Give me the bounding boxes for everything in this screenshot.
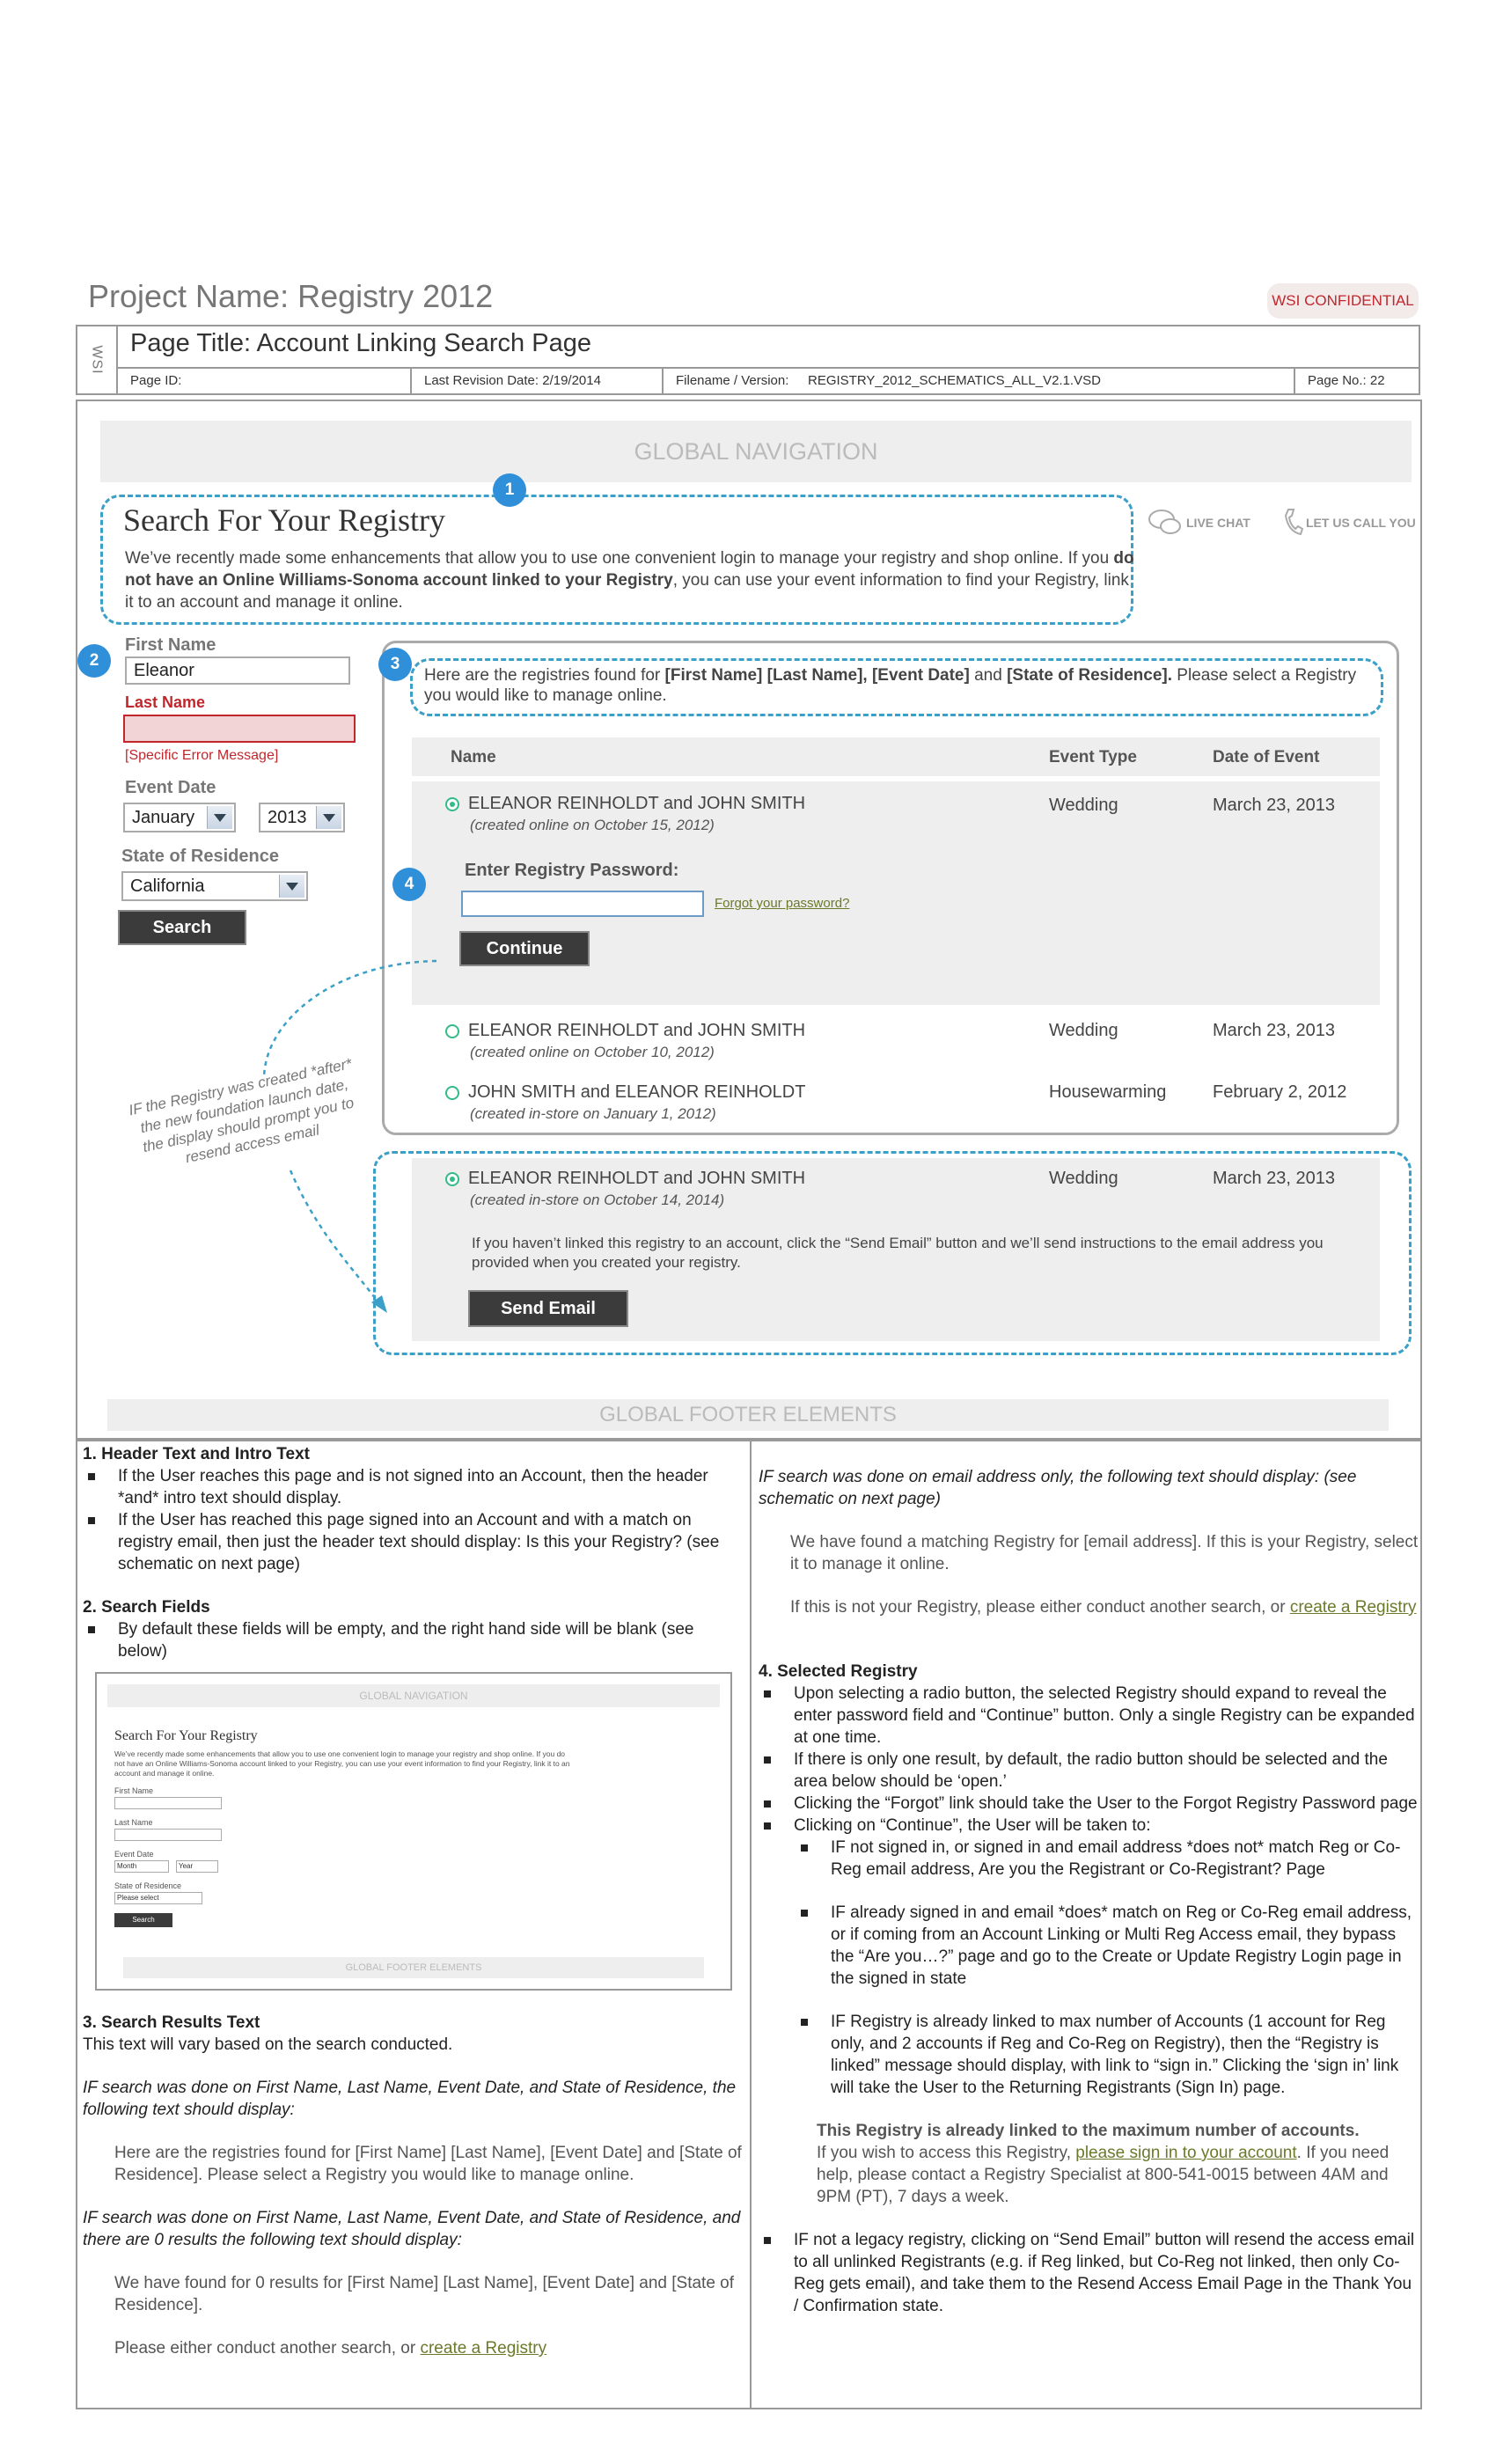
s4-sub-2: IF already signed in and email *does* match on Reg or Co-Reg email address, or if coming from an Account Linking or Multi Reg Access email, they bypass the “Are you…?” page and go to the Create or Update Registry Login page in the signed in state <box>831 1902 1419 1990</box>
call-us-label: LET US CALL YOU <box>1306 516 1416 530</box>
page-number: Page No.: 22 <box>1308 373 1385 388</box>
s4-bullet-5: IF not a legacy registry, clicking on “Send Email” button will resend the access email to all unlinked Registrants (e.g. if Reg linked, but Co-Reg not linked, then only Co-Reg gets email), and take them to the Resend Access Email Page in the Thank You / Confirmation state. <box>794 2229 1419 2317</box>
s4-max-body <box>817 2142 1419 2208</box>
row-3-type: Housewarming <box>1049 1082 1167 1102</box>
results-intro-2: and <box>969 666 1008 685</box>
row-1-date: March 23, 2013 <box>1213 796 1335 815</box>
results-intro-bold-2: [State of Residence]. <box>1007 666 1173 685</box>
s2-bullet-1: By default these fields will be empty, and the right hand side will be blank (see below) <box>118 1618 743 1662</box>
results-intro-3: Please select a Registry you would like to manage online. <box>424 666 1357 705</box>
s4-bullet-1: Upon selecting a radio button, the selected Registry should expand to reveal the enter password field and “Continue” button. Only a single Registry can be expanded at one time. <box>794 1683 1419 1749</box>
row-2-name: ELEANOR REINHOLDT and JOHN SMITH <box>468 1021 806 1040</box>
row-1-sub: (created online on October 15, 2012) <box>470 817 715 833</box>
row-2-type: Wedding <box>1049 1021 1118 1040</box>
s4-max-text-a: If you wish to access this Registry, <box>817 2144 1076 2162</box>
thumb-heading: Search For Your Registry <box>114 1728 258 1743</box>
s1-bullet-2: If the User has reached this page signed into an Account and with a match on registry email, then just the header text should display: Is this your Registry? (see schematic on next page) <box>118 1509 743 1575</box>
default-state-thumbnail <box>95 1672 732 1991</box>
global-navigation: GLOBAL NAVIGATION <box>100 421 1412 482</box>
s3-q3 <box>83 2337 743 2359</box>
row-1-name: ELEANOR REINHOLDT and JOHN SMITH <box>468 794 806 813</box>
s3-q1: Here are the registries found for [First Name] [Last Name], [Event Date] and [State of Residence]. Please select a Registry you would like to manage online. <box>114 2144 742 2184</box>
s1-bullet-1: If the User reaches this page and is not signed into an Account, then the header *and* intro text should display. <box>118 1465 743 1509</box>
r-q2 <box>759 1596 1419 1618</box>
thumb-intro: We’ve recently made some enhancements that allow you to use one convenient login to manage your registry and shop online. If you do not have an Online Williams-Sonoma account linked to your Registry, you can use your event information to find your Registry, link it to an account and manage it online. <box>114 1749 570 1778</box>
thumb-last: Last Name <box>114 1818 153 1827</box>
s4-bullet-2: If there is only one result, by default, the radio button should be selected and the area below should be ‘open.’ <box>794 1749 1419 1793</box>
badge-2: 2 <box>77 644 111 678</box>
col-event-type: Event Type <box>1049 748 1137 766</box>
row-2-sub: (created online on October 10, 2012) <box>470 1044 715 1060</box>
thumb-first-input <box>114 1797 222 1809</box>
last-name-label: Last Name <box>125 693 206 711</box>
s3-if2: IF search was done on First Name, Last Name, Event Date, and State of Residence, and there are 0 results the following text should display: <box>83 2209 741 2249</box>
r-if: IF search was done on email address only, the following text should display: (see schematic on next page) <box>759 1468 1357 1508</box>
year-value: 2013 <box>268 808 307 827</box>
page-id: Page ID: <box>118 369 412 393</box>
s4-bullet-4 <box>794 1815 1419 2099</box>
r-create-registry-link[interactable]: create a Registry <box>1289 1598 1417 1617</box>
filename: REGISTRY_2012_SCHEMATICS_ALL_V2.1.VSD <box>796 369 1295 393</box>
s4-sub-3: IF Registry is already linked to max number of Accounts (1 account for Reg only, and 2 accounts if Reg and Co-Reg on Registry), then the “Registry is linked” message should display, with link to “sign in.” Clicking the ‘sign in’ link will take the User to the Returning Registrants (Sign In) page. <box>831 2011 1419 2099</box>
row-3-name: JOHN SMITH and ELEANOR REINHOLDT <box>468 1082 806 1102</box>
thumb-nav: GLOBAL NAVIGATION <box>107 1684 720 1707</box>
results-intro-bold-1: [First Name] [Last Name], [Event Date] <box>664 666 970 685</box>
password-label: Enter Registry Password: <box>465 861 679 880</box>
error-message: [Specific Error Message] <box>125 748 279 763</box>
s4-max-title: This Registry is already linked to the maximum number of accounts. <box>817 2122 1360 2140</box>
s4-sublist <box>794 1837 1419 2099</box>
month-value: January <box>132 808 195 827</box>
s4-bullet-4-text: Clicking on “Continue”, the User will be taken to: <box>794 1816 1151 1835</box>
event-date-label: Event Date <box>125 778 216 797</box>
global-footer: GLOBAL FOOTER ELEMENTS <box>107 1399 1389 1431</box>
row-4-name: ELEANOR REINHOLDT and JOHN SMITH <box>468 1169 806 1188</box>
s3-q2: We have found for 0 results for [First Name] [Last Name], [Event Date] and [State of Residence]. <box>114 2274 735 2314</box>
row-1-type: Wedding <box>1049 796 1118 815</box>
last-revision: Last Revision Date: 2/19/2014 <box>412 369 664 393</box>
notes-left-column <box>83 1443 743 1662</box>
s1-title: 1. Header Text and Intro Text <box>83 1445 310 1463</box>
thumb-first: First Name <box>114 1786 154 1795</box>
s2-list <box>83 1618 743 1662</box>
row-3-sub: (created in-store on January 1, 2012) <box>470 1105 716 1122</box>
s2-title: 2. Search Fields <box>83 1598 210 1617</box>
s4-bullet-3: Clicking the “Forgot” link should take the User to the Forgot Registry Password page <box>794 1794 1418 1813</box>
row-4-type: Wedding <box>1049 1169 1118 1188</box>
thumb-event: Event Date <box>114 1850 154 1859</box>
search-button[interactable]: Search <box>118 910 246 945</box>
notes-right-column <box>759 1466 1419 2317</box>
s3-if1: IF search was done on First Name, Last Name, Event Date, and State of Residence, the following text should display: <box>83 2079 737 2119</box>
s3-title: 3. Search Results Text <box>83 2013 260 2032</box>
badge-3: 3 <box>378 648 412 681</box>
badge-1: 1 <box>493 473 526 507</box>
col-name: Name <box>451 748 496 766</box>
s4-title: 4. Selected Registry <box>759 1662 918 1681</box>
state-label: State of Residence <box>121 847 279 866</box>
thumb-year: Year <box>176 1860 218 1873</box>
project-name: Project Name: Registry 2012 <box>88 278 494 314</box>
s3-q3-text: Please either conduct another search, or <box>114 2339 421 2358</box>
send-email-button[interactable]: Send Email <box>468 1290 628 1327</box>
connector-to-send-email <box>290 1170 378 1302</box>
intro-bold: do not have an Online Williams-Sonoma account linked to your Registry <box>125 549 1134 590</box>
forgot-password-link[interactable]: Forgot your password? <box>715 896 850 911</box>
s1-list <box>83 1465 743 1575</box>
s3-create-registry-link[interactable]: create a Registry <box>420 2339 547 2358</box>
send-email-text: If you haven’t linked this registry to an account, click the “Send Email” button and we’ll send instructions to the email address you provided when you created your registry. <box>472 1235 1324 1271</box>
intro-part-2: , you can use your event information to find your Registry, link it to an account and manage it online. <box>125 571 1129 612</box>
row-3-date: February 2, 2012 <box>1213 1082 1347 1102</box>
results-intro-1: Here are the registries found for <box>424 666 665 685</box>
annotation-note: IF the Registry was created *after* the new foundation launch date, the display should prompt you to resend access email <box>127 1055 356 1167</box>
r-q1: We have found a matching Registry for [email address]. If this is your Registry, select it to manage it online. <box>790 1533 1419 1573</box>
thumb-search: Search <box>114 1913 172 1927</box>
wsi-text: WSI <box>90 345 105 375</box>
continue-button[interactable]: Continue <box>459 931 590 966</box>
first-name-input[interactable]: Eleanor <box>125 656 350 685</box>
s4-list-2 <box>759 2229 1419 2317</box>
s4-max-text-b: . If you need help, please contact a Registry Specialist at 800-541-0015 between 4AM and 9PM (PT), 7 days a week. <box>817 2144 1390 2206</box>
live-chat-label: LIVE CHAT <box>1186 516 1250 530</box>
s4-sub-1: IF not signed in, or signed in and email address *does not* match Reg or Co-Reg email address, Are you the Registrant or Co-Registrant? Page <box>831 1837 1419 1881</box>
thumb-state: State of Residence <box>114 1881 182 1890</box>
notes-left-column-2 <box>83 2012 743 2359</box>
s4-sign-in-link[interactable]: please sign in to your account <box>1075 2144 1297 2162</box>
s4-max-message <box>759 2120 1419 2208</box>
row-4-date: March 23, 2013 <box>1213 1169 1335 1188</box>
badge-4: 4 <box>392 868 426 901</box>
notes-divider <box>750 1440 752 2409</box>
filename-label: Filename / Version: <box>676 373 789 388</box>
intro-part-1: We’ve recently made some enhancements that allow you to use one convenient login to manage your registry and shop online. If you <box>125 549 1114 568</box>
col-date: Date of Event <box>1213 748 1320 766</box>
first-name-label: First Name <box>125 635 216 655</box>
confidential-badge: WSI CONFIDENTIAL <box>1267 283 1419 319</box>
s4-list <box>759 1683 1419 2099</box>
page-heading: Search For Your Registry <box>123 502 445 538</box>
state-value: California <box>130 876 205 896</box>
r-q2-text: If this is not your Registry, please either conduct another search, or <box>790 1598 1290 1617</box>
thumb-month: Month <box>114 1860 169 1873</box>
page-title: Page Title: Account Linking Search Page <box>130 329 591 357</box>
thumb-state-select: Please select <box>114 1892 202 1904</box>
thumb-last-input <box>114 1829 222 1841</box>
thumb-footer: GLOBAL FOOTER ELEMENTS <box>123 1957 704 1978</box>
s3-p1: This text will vary based on the search conducted. <box>83 2035 453 2054</box>
row-4-sub: (created in-store on October 14, 2014) <box>470 1192 725 1208</box>
row-2-date: March 23, 2013 <box>1213 1021 1335 1040</box>
